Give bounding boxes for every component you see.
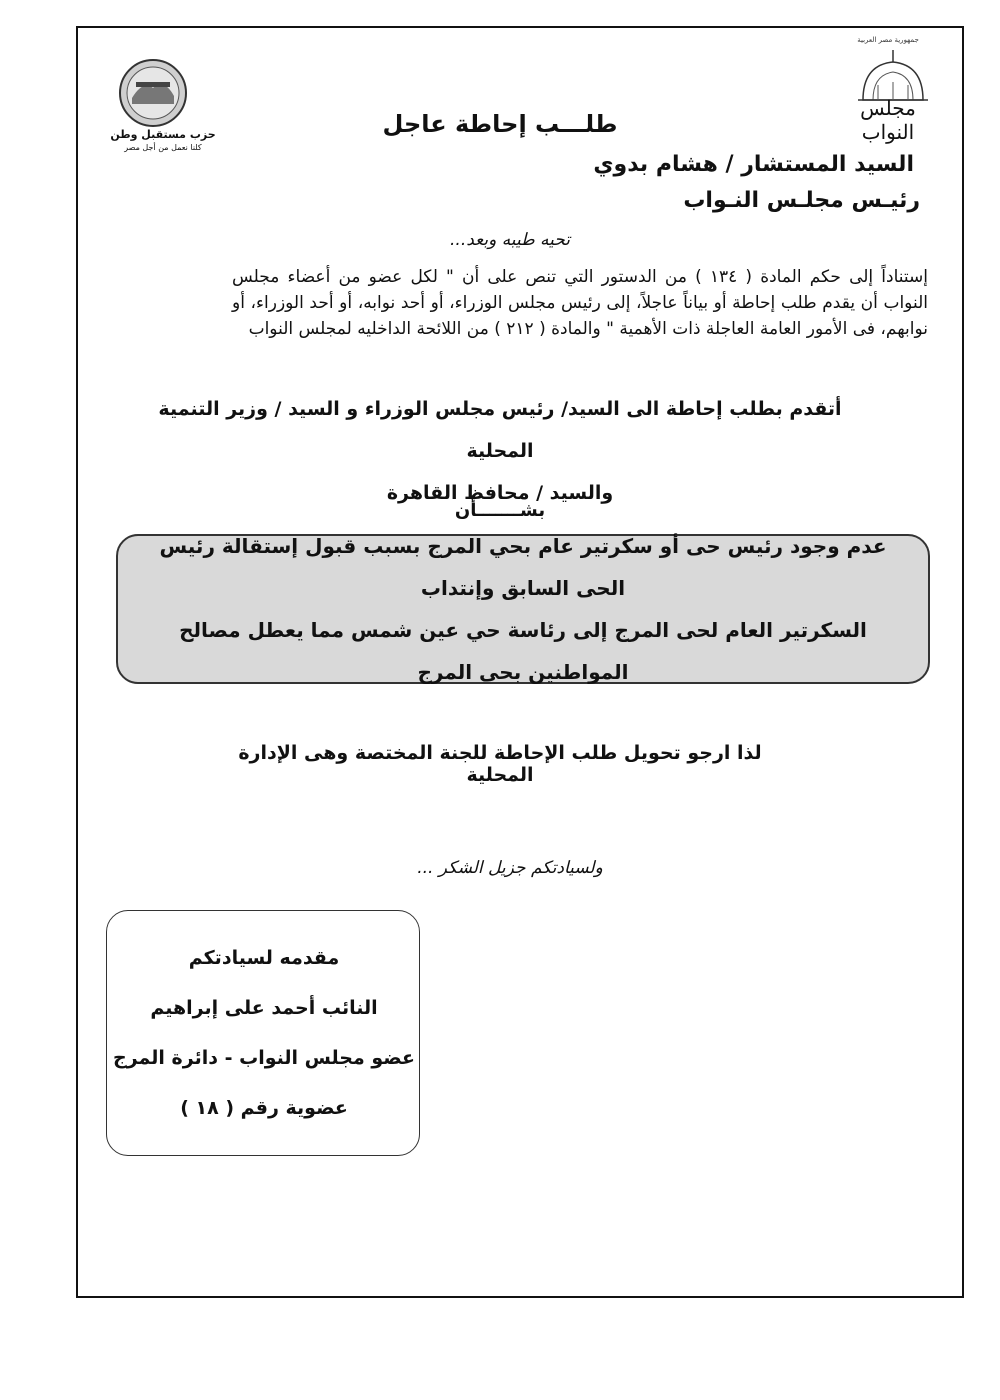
legal-basis-paragraph: إستناداً إلى حكم المادة ( ١٣٤ ) من الدستور التي تنص على أن " لكل عضو من أعضاء مجلس النواب أن يقدم طلب إحاطة أو بياناً عاجلاً، إلى رئيس مجلس الوزراء، أو أحد نوابه، أو أحد الوزراء، أو نوابهم، فى الأمور العامة العاجلة ذات الأهمية " والمادة ( ٢١٢ ) من اللائحة الداخليه لمجلس النواب — [232, 267, 928, 339]
signature-role: عضو مجلس النواب - دائرة المرج — [113, 1047, 415, 1069]
parliament-name: مجلس النواب — [860, 96, 916, 144]
subject-line-1: عدم وجود رئيس حى أو سكرتير عام بحي المرج بسبب قبول إستقالة رئيس الحى السابق وإنتداب — [159, 534, 887, 600]
addressee-line: السيد المستشار / هشام بدوي — [593, 152, 914, 177]
signature-membership: عضوية رقم ( ١٨ ) — [180, 1097, 348, 1119]
greeting: تحيه طيبه وبعد... — [450, 230, 570, 250]
request-line-1: أتقدم بطلب إحاطة الى السيد/ رئيس مجلس الوزراء و السيد / وزير التنمية المحلية — [158, 398, 842, 462]
request-block — [150, 388, 850, 514]
party-slogan: كلنا نعمل من أجل مصر — [124, 143, 202, 152]
subject-text — [133, 525, 913, 693]
subject-box — [116, 534, 930, 684]
signature-name: النائب أحمد على إبراهيم — [150, 997, 378, 1019]
forward-request: لذا ارجو تحويل طلب الإحاطة للجنة المختصة وهى الإدارة المحلية — [238, 742, 762, 786]
parliament-top-text: جمهورية مصر العربية — [857, 36, 919, 44]
party-name: حزب مستقبل وطن — [110, 128, 216, 141]
subject-line-2: السكرتير العام لحى المرج إلى رئاسة حي عين شمس مما يعطل مصالح المواطنين بحى المرج — [179, 618, 867, 684]
document-title: طلـــب إحاطة عاجل — [382, 110, 618, 138]
thanks-line: ولسيادتكم جزيل الشكر ... — [417, 858, 603, 878]
addressee-title: رئيـس مجلـس النـواب — [683, 188, 920, 213]
request-line-2: والسيد / محافظ القاهرة — [386, 482, 614, 504]
party-caption — [98, 128, 228, 154]
signature-line-1: مقدمه لسيادتكم — [188, 947, 340, 969]
regarding-heading: بشـــــــأن — [454, 500, 546, 521]
signature-box — [106, 910, 420, 1156]
party-logo-icon — [118, 58, 188, 128]
